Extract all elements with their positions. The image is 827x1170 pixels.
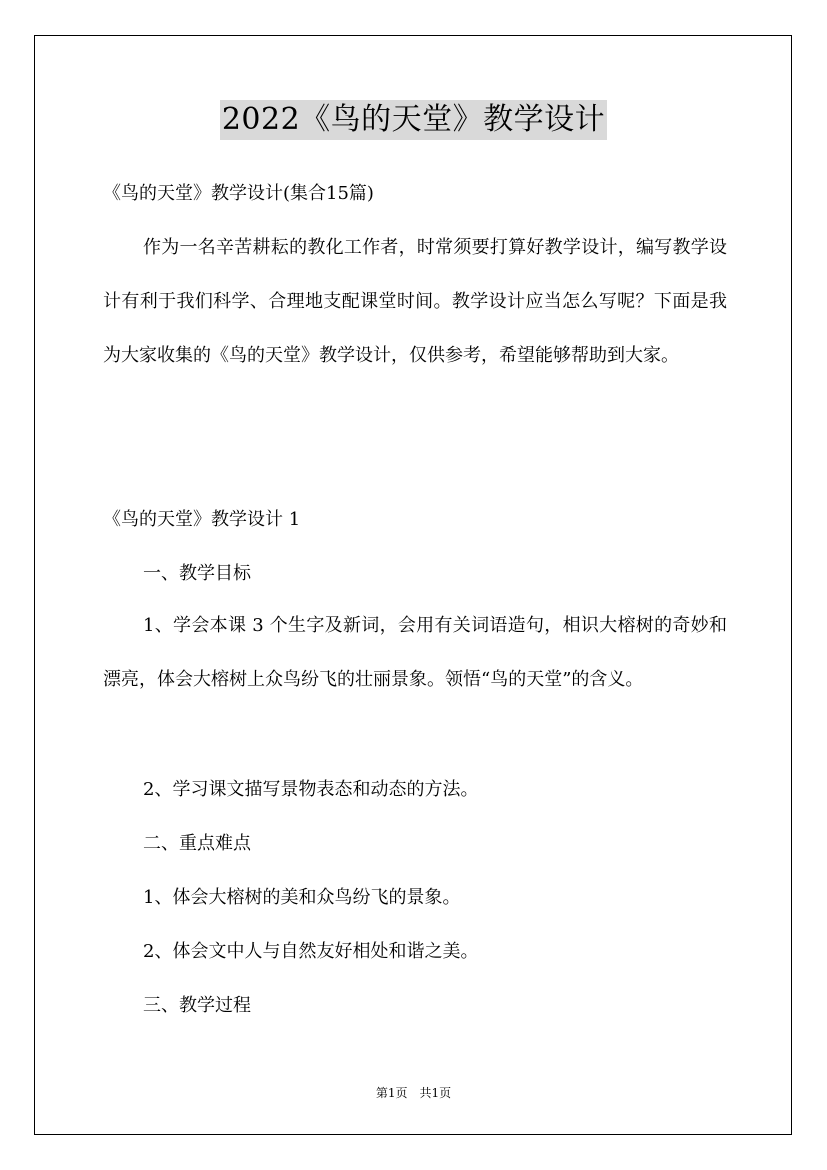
part-three-heading: 三、教学过程 <box>143 995 251 1016</box>
goal-two-paragraph: 2、学习课文描写景物表态和动态的方法。 <box>143 779 479 800</box>
title-block <box>0 100 827 140</box>
document-subtitle: 《鸟的天堂》教学设计(集合15篇) <box>103 183 374 204</box>
goal-one-paragraph: 1、学会本课 3 个生字及新词，会用有关词语造句，相识大榕树的奇妙和漂亮，体会大榕树上众鸟纷飞的壮丽景象。领悟“鸟的天堂”的含义。 <box>103 615 727 690</box>
section-heading: 《鸟的天堂》教学设计 1 <box>103 509 301 530</box>
key-point-one: 1、体会大榕树的美和众鸟纷飞的景象。 <box>143 887 461 908</box>
key-point-two: 2、体会文中人与自然友好相处和谐之美。 <box>143 941 479 962</box>
page-number: 第1页 共1页 <box>375 1086 452 1100</box>
part-one-heading: 一、教学目标 <box>143 563 251 584</box>
page-footer <box>0 1084 827 1102</box>
document-title: 2022《鸟的天堂》教学设计 <box>220 100 607 140</box>
part-two-heading: 二、重点难点 <box>143 833 251 854</box>
intro-paragraph: 作为一名辛苦耕耘的教化工作者，时常须要打算好教学设计，编写教学设计有利于我们科学、合理地支配课堂时间。教学设计应当怎么写呢？下面是我为大家收集的《鸟的天堂》教学设计，仅供参考，希望能够帮助到大家。 <box>103 237 727 366</box>
